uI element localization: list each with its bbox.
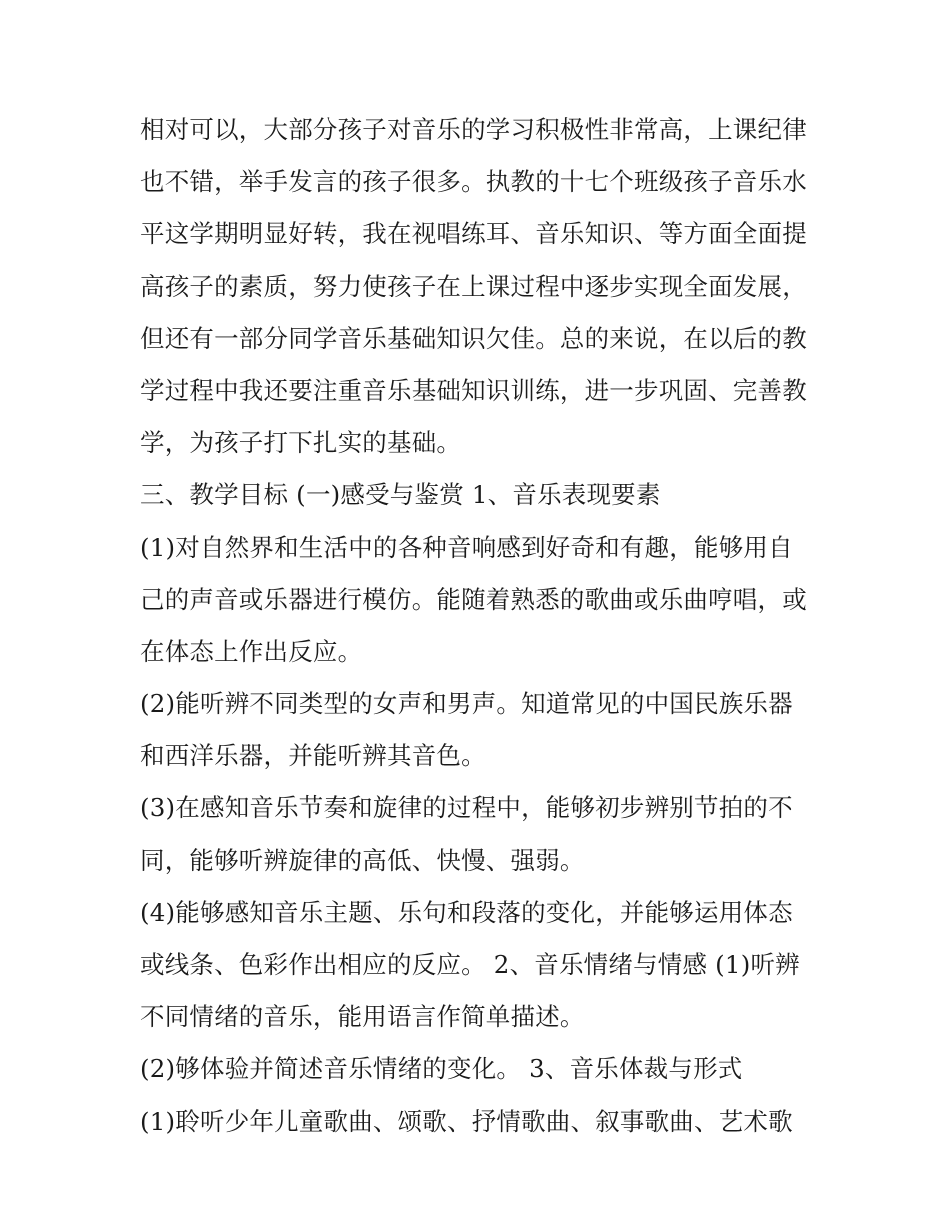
text-line: 或线条、色彩作出相应的反应。 2、音乐情绪与情感 (1)听辨 — [140, 950, 800, 979]
text-line: 和西洋乐器，并能听辨其音色。 — [140, 741, 486, 771]
text-line: 但还有一部分同学音乐基础知识欠佳。总的来说，在以后的教 — [140, 323, 807, 353]
text-line: 也不错，举手发言的孩子很多。执教的十七个班级孩子音乐水 — [140, 167, 807, 197]
document-body — [140, 104, 820, 1148]
text-line: 相对可以，大部分孩子对音乐的学习积极性非常高，上课纪律 — [140, 115, 807, 144]
text-line: 学过程中我还要注重音乐基础知识训练，进一步巩固、完善教 — [140, 375, 807, 405]
text-line: 平这学期明显好转，我在视唱练耳、音乐知识、等方面全面提 — [140, 219, 807, 249]
text-line: (4)能够感知音乐主题、乐句和段落的变化，并能够运用体态 — [140, 897, 793, 927]
text-line: (3)在感知音乐节奏和旋律的过程中，能够初步辨别节拍的不 — [140, 793, 793, 823]
text-line: (1)聆听少年儿童歌曲、颂歌、抒情歌曲、叙事歌曲、艺术歌 — [140, 1106, 793, 1136]
text-line: (2)够体验并简述音乐情绪的变化。 3、音乐体裁与形式 — [140, 1054, 743, 1084]
text-line: 高孩子的素质，努力使孩子在上课过程中逐步实现全面发展， — [140, 271, 807, 301]
text-line: 不同情绪的音乐，能用语言作简单描述。 — [140, 1002, 585, 1032]
text-line: 同，能够听辨旋律的高低、快慢、强弱。 — [140, 845, 585, 875]
text-line: 在体态上作出反应。 — [140, 636, 363, 666]
text-line: (1)对自然界和生活中的各种音响感到好奇和有趣，能够用自 — [140, 532, 793, 562]
text-line: 己的声音或乐器进行模仿。能随着熟悉的歌曲或乐曲哼唱，或 — [140, 584, 807, 614]
text-line: 学，为孩子打下扎实的基础。 — [140, 428, 462, 458]
text-line: (2)能听辨不同类型的女声和男声。知道常见的中国民族乐器 — [140, 689, 793, 719]
section-heading: 三、教学目标 (一)感受与鉴赏 1、音乐表现要素 — [140, 480, 661, 510]
